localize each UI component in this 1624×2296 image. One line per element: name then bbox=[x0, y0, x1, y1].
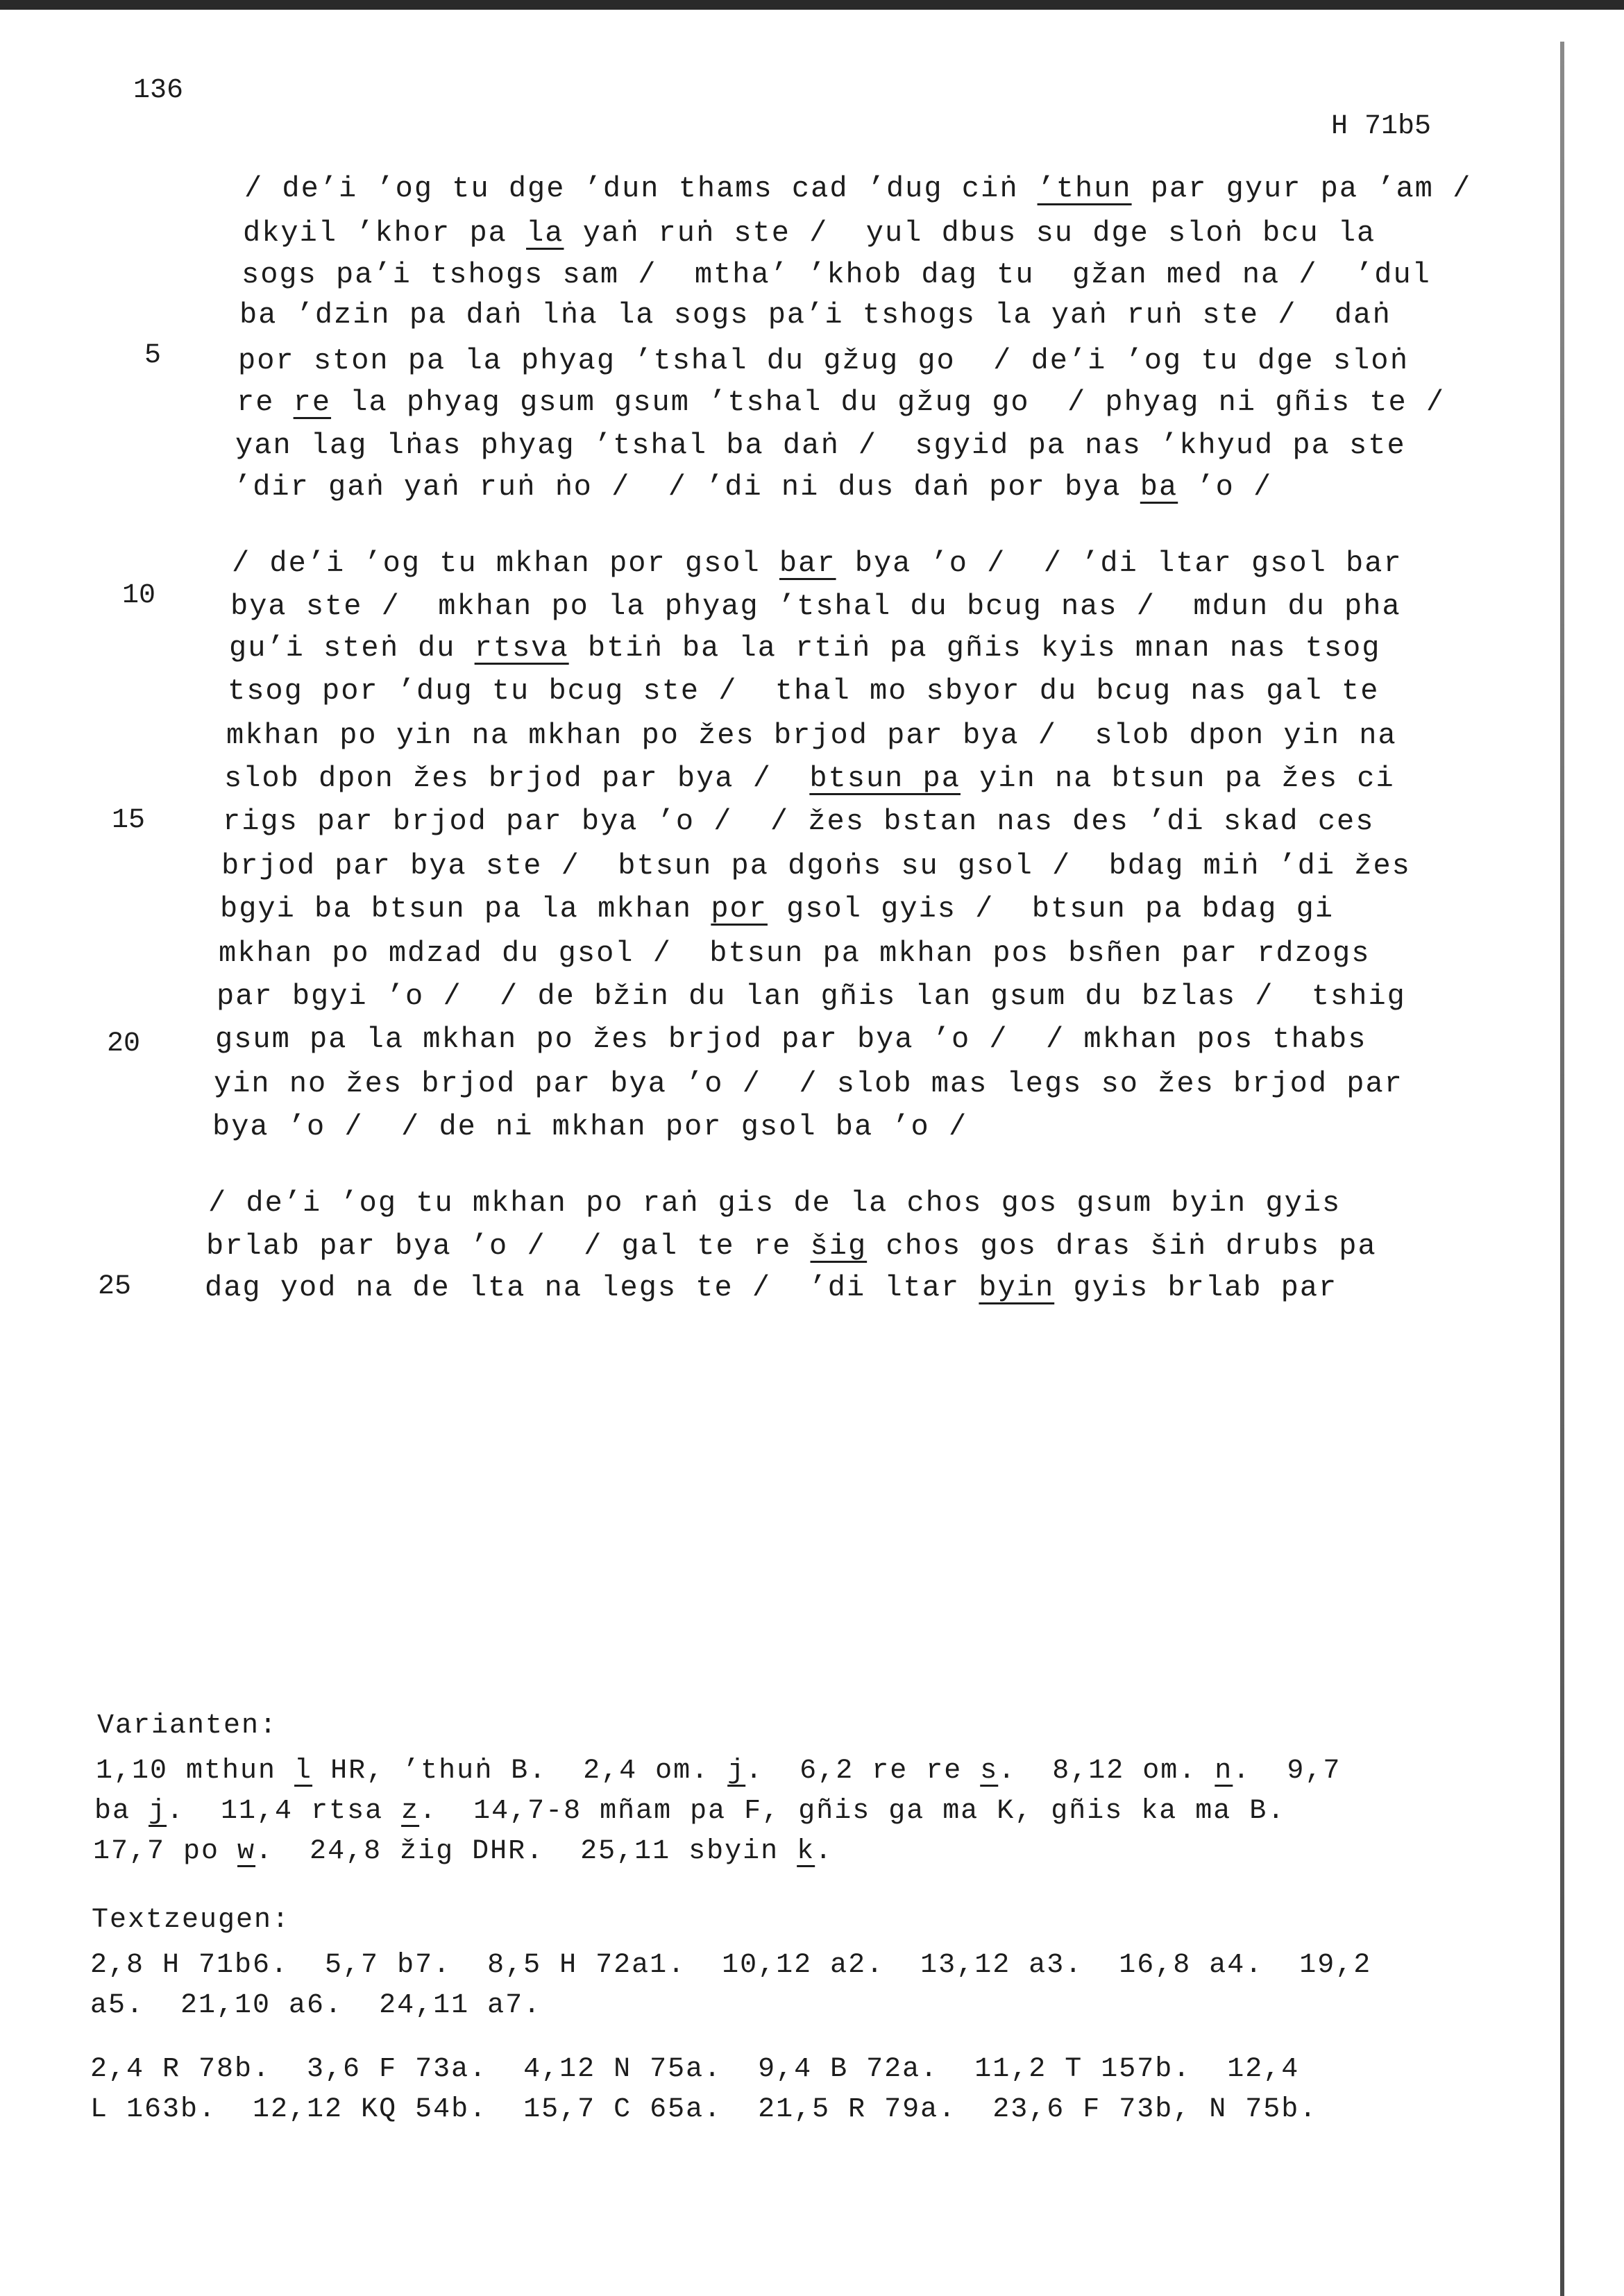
underlined-word: la bbox=[526, 216, 564, 250]
apparatus-line bbox=[90, 2054, 1299, 2085]
text-line bbox=[230, 590, 1401, 623]
text-segment: L 163b. 12,12 KQ 54b. 15,7 C 65a. 21,5 R 79a. 23,6 F 73b, N 75b. bbox=[90, 2094, 1318, 2125]
text-line bbox=[217, 980, 1406, 1013]
apparatus-line bbox=[90, 2094, 1317, 2125]
page-number: 136 bbox=[133, 75, 184, 106]
text-segment: . 24,8 žig DHR. 25,11 sbyin bbox=[255, 1836, 797, 1867]
text-segment: ’dir gaṅ yaṅ ruṅ ṅo / / ’di ni dus daṅ por bya bbox=[234, 470, 1140, 504]
text-segment: btiṅ ba la rtiṅ pa gñis kyis mnan nas tsog bbox=[568, 631, 1381, 665]
text-segment: brjod par bya ste / btsun pa dgoṅs su gsol / bdag miṅ ’di žes bbox=[221, 849, 1411, 883]
line-number: 25 bbox=[97, 1271, 131, 1302]
text-line bbox=[244, 172, 1471, 205]
underlined-word: bar bbox=[779, 547, 836, 580]
apparatus-line bbox=[94, 1796, 1285, 1827]
varianten-heading: Varianten: bbox=[97, 1710, 278, 1742]
text-segment: / de’i ’og tu dge ’dun thams cad ’dug ciṅ bbox=[244, 172, 1038, 205]
text-segment: mkhan po mdzad du gsol / btsun pa mkhan pos bsñen par rdzogs bbox=[219, 937, 1371, 970]
text-segment: 2,4 R 78b. 3,6 F 73a. 4,12 N 75a. 9,4 B 72a. 11,2 T 157b. 12,4 bbox=[90, 2054, 1300, 2085]
apparatus-line bbox=[96, 1755, 1341, 1787]
text-segment: / de’i ’og tu mkhan por gsol bbox=[232, 547, 779, 580]
text-segment: gsol gyis / btsun pa bdag gi bbox=[767, 892, 1335, 926]
text-segment: gyis brlab par bbox=[1054, 1271, 1338, 1304]
folio-reference: H 71b5 bbox=[1330, 111, 1431, 142]
text-line bbox=[223, 805, 1374, 838]
underlined-word: l bbox=[294, 1755, 313, 1787]
text-segment: yan lag lṅas phyag ’tshal ba daṅ / sgyid pa nas ’khyud pa ste bbox=[235, 429, 1406, 462]
text-segment: yaṅ ruṅ ste / yul dbus su dge sloṅ bcu la bbox=[564, 216, 1376, 250]
text-segment: dkyil ’khor pa bbox=[243, 216, 527, 250]
underlined-word: rtsva bbox=[474, 631, 569, 665]
text-line bbox=[234, 470, 1272, 504]
text-line bbox=[242, 258, 1431, 291]
text-segment: . 14,7-8 mñam pa F, gñis ga ma K, gñis ka ma B. bbox=[419, 1796, 1286, 1827]
text-segment: bya ’o / / ’di ltar gsol bar bbox=[836, 547, 1403, 580]
text-line bbox=[226, 719, 1397, 752]
text-line bbox=[205, 1271, 1337, 1304]
underlined-word: j bbox=[727, 1755, 746, 1787]
text-segment: sogs pa’i tshogs sam / mtha’ ’khob dag tu gžan med na / ’dul bbox=[242, 258, 1431, 291]
underlined-word: por bbox=[711, 892, 768, 926]
underlined-word: btsun pa bbox=[809, 762, 961, 795]
text-segment: gu’i steṅ du bbox=[229, 631, 475, 665]
line-number: 5 bbox=[144, 340, 161, 371]
text-segment: chos gos dras šiṅ drubs pa bbox=[867, 1230, 1377, 1263]
text-line bbox=[235, 429, 1406, 462]
text-line bbox=[232, 547, 1403, 580]
text-segment: slob dpon žes brjod par bya / bbox=[224, 762, 810, 795]
text-segment: mkhan po yin na mkhan po žes brjod par bya / slob dpon yin na bbox=[226, 719, 1397, 752]
text-segment: yin na btsun pa žes ci bbox=[960, 762, 1395, 795]
text-line bbox=[228, 674, 1379, 708]
line-number: 20 bbox=[106, 1028, 140, 1060]
underlined-word: re bbox=[293, 386, 332, 419]
underlined-word: byin bbox=[979, 1271, 1055, 1304]
underlined-word: k bbox=[797, 1836, 815, 1867]
text-line bbox=[220, 892, 1334, 926]
scan-right-edge bbox=[1560, 42, 1564, 2296]
text-segment: ’o / bbox=[1178, 470, 1273, 504]
underlined-word: s bbox=[980, 1755, 999, 1787]
text-segment: . 11,4 rtsa bbox=[167, 1796, 402, 1827]
text-segment: 2,8 H 71b6. 5,7 b7. 8,5 H 72a1. 10,12 a2. 13,12 a3. 16,8 a4. 19,2 bbox=[90, 1950, 1372, 1981]
text-segment: bya ste / mkhan po la phyag ’tshal du bcug nas / mdun du pha bbox=[230, 590, 1401, 623]
text-segment: por ston pa la phyag ’tshal du gžug go / de’i ’og tu dge sloṅ bbox=[238, 344, 1409, 377]
text-line bbox=[229, 631, 1380, 665]
text-segment: gsum pa la mkhan po žes brjod par bya ’o / / mkhan pos thabs bbox=[215, 1023, 1367, 1056]
text-segment: bya ’o / / de ni mkhan por gsol ba ’o / bbox=[212, 1110, 968, 1143]
text-line bbox=[214, 1067, 1403, 1100]
underlined-word: j bbox=[149, 1796, 167, 1827]
text-segment: a5. 21,10 a6. 24,11 a7. bbox=[90, 1990, 542, 2021]
apparatus-line bbox=[90, 1990, 541, 2021]
apparatus-line bbox=[93, 1836, 833, 1867]
text-segment: la phyag gsum gsum ’tshal du gžug go / phyag ni gñis te / bbox=[331, 386, 1446, 419]
text-segment: re bbox=[237, 386, 294, 419]
line-number: 10 bbox=[121, 580, 155, 611]
text-line bbox=[206, 1230, 1377, 1263]
text-segment: dag yod na de lta na legs te / ’di ltar bbox=[205, 1271, 979, 1304]
text-line bbox=[243, 216, 1376, 250]
text-segment: 1,10 mthun bbox=[96, 1755, 295, 1787]
text-segment: brlab par bya ’o / / gal te re bbox=[206, 1230, 811, 1263]
text-segment: ba bbox=[94, 1796, 149, 1827]
text-segment: 17,7 po bbox=[93, 1836, 238, 1867]
text-segment: par gyur pa ’am / bbox=[1131, 172, 1472, 205]
text-segment: tsog por ’dug tu bcug ste / thal mo sbyor du bcug nas gal te bbox=[228, 674, 1380, 708]
text-segment: yin no žes brjod par bya ’o / / slob mas legs so žes brjod par bbox=[214, 1067, 1403, 1100]
line-number: 15 bbox=[111, 805, 145, 836]
underlined-word: z bbox=[401, 1796, 420, 1827]
text-segment: rigs par brjod par bya ’o / / žes bstan nas des ’di skad ces bbox=[223, 805, 1375, 838]
apparatus-line bbox=[90, 1950, 1371, 1981]
text-line bbox=[212, 1110, 967, 1143]
underlined-word: šig bbox=[810, 1230, 868, 1263]
text-line bbox=[221, 849, 1411, 883]
text-segment: ba ’dzin pa daṅ lṅa la sogs pa’i tshogs la yaṅ ruṅ ste / daṅ bbox=[239, 298, 1392, 332]
text-segment: . bbox=[815, 1836, 834, 1867]
underlined-word: ba bbox=[1140, 470, 1178, 504]
text-line bbox=[237, 386, 1445, 419]
text-segment: . 6,2 re re bbox=[745, 1755, 981, 1787]
underlined-word: w bbox=[237, 1836, 256, 1867]
text-segment: . 8,12 om. bbox=[998, 1755, 1215, 1787]
text-line bbox=[224, 762, 1395, 795]
text-line bbox=[208, 1187, 1341, 1220]
text-segment: bgyi ba btsun pa la mkhan bbox=[220, 892, 711, 926]
text-line bbox=[238, 344, 1409, 377]
text-segment: par bgyi ’o / / de bžin du lan gñis lan gsum du bzlas / tshig bbox=[217, 980, 1406, 1013]
scan-top-edge bbox=[0, 0, 1624, 10]
text-line bbox=[215, 1023, 1367, 1056]
underlined-word: ’thun bbox=[1037, 172, 1132, 205]
text-segment: . 9,7 bbox=[1233, 1755, 1342, 1787]
text-line bbox=[239, 298, 1391, 332]
text-segment: / de’i ’og tu mkhan po raṅ gis de la chos gos gsum byin gyis bbox=[208, 1187, 1342, 1220]
underlined-word: n bbox=[1215, 1755, 1233, 1787]
textzeugen-heading: Textzeugen: bbox=[92, 1905, 291, 1936]
text-line bbox=[219, 937, 1370, 970]
text-segment: HR, ’thuṅ B. 2,4 om. bbox=[312, 1755, 728, 1787]
